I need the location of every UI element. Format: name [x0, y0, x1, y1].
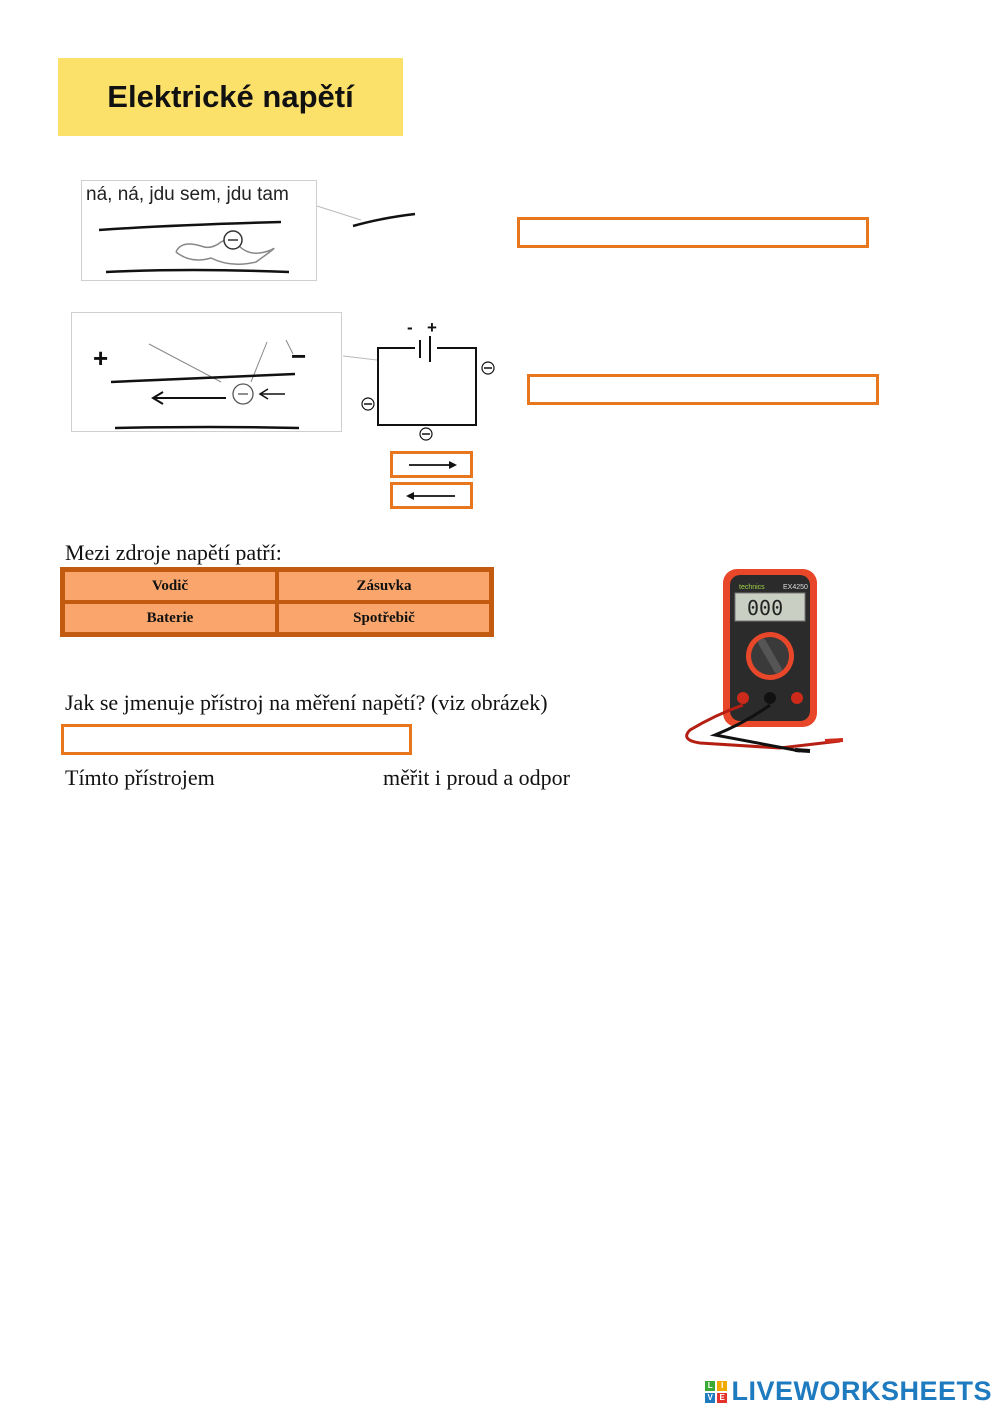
- answer-input-2[interactable]: [527, 374, 879, 405]
- sources-question: Mezi zdroje napětí patří:: [65, 540, 282, 565]
- circuit-diagram: [343, 318, 503, 448]
- page-title-box: [58, 58, 403, 136]
- multimeter-image: [675, 565, 855, 760]
- answer-input-1[interactable]: [517, 217, 869, 248]
- option-zasuvka[interactable]: Zásuvka: [277, 570, 491, 602]
- direction-right-option[interactable]: [390, 451, 473, 478]
- direction-left-option[interactable]: [390, 482, 473, 509]
- device-answer-input[interactable]: [61, 724, 412, 755]
- option-spotrebic[interactable]: Spotřebič: [277, 602, 491, 634]
- minus-pole: −: [291, 341, 307, 371]
- multimeter-display: 000: [747, 596, 784, 620]
- device-question: Jak se jmenuje přístroj na měření napětí? (viz obrázek): [65, 690, 548, 715]
- plus-pole: +: [93, 343, 109, 373]
- multimeter-brand: technics: [739, 584, 765, 591]
- directed-motion-drawing: [71, 312, 371, 452]
- liveworksheets-logo: [705, 1376, 992, 1407]
- sources-options-table: [60, 567, 494, 637]
- multimeter-model: EX4250: [783, 584, 808, 591]
- arrow-right-icon: [393, 454, 470, 475]
- battery-minus: -: [407, 318, 413, 337]
- sentence-after: měřit i proud a odpor: [383, 765, 570, 790]
- liveworksheets-brand-text: LIVEWORKSHEETS: [731, 1376, 992, 1406]
- option-baterie[interactable]: Baterie: [63, 602, 277, 634]
- battery-plus: +: [427, 318, 437, 337]
- liveworksheets-logo-icon: L I V E: [705, 1381, 727, 1403]
- sentence-before: Tímto přístrojem: [65, 765, 215, 790]
- arrow-left-icon: [393, 485, 470, 506]
- sketch-caption: ná, ná, jdu sem, jdu tam: [86, 184, 289, 205]
- option-vodic[interactable]: Vodič: [63, 570, 277, 602]
- random-motion-drawing: [81, 180, 421, 282]
- sentence-blank-input[interactable]: [230, 762, 378, 792]
- page-title: Elektrické napětí: [107, 79, 354, 114]
